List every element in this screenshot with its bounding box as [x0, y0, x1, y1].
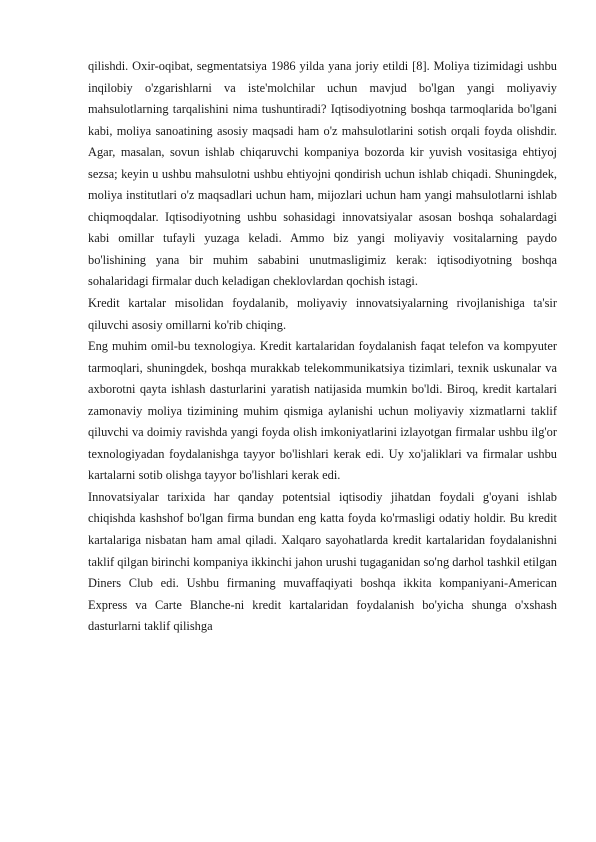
paragraph-1: qilishdi. Oxir-oqibat, segmentatsiya 1986 yilda yana joriy etildi [8]. Moliya tizimidagi ushbu inqilobiy o'zgarishlarni va iste'molchilar uchun mavjud bo'lgan yangi moliyaviy mahsulotlarning tarqalishini nima tushuntiradi? Iqtisodiyotning boshqa tarmoqlarida bo'lgani kabi, moliya sanoatining asosiy maqsadi ham o'z mahsulotlarini sotish orqali foyda olishdir. Agar, masalan, sovun ishlab chiqaruvchi kompaniya bozorda kir yuvish vositasiga ehtiyoj sezsa; keyin u ushbu mahsulotni ushbu ehtiyojni qondirish uchun ishlab chiqadi. Shuningdek, moliya institutlari o'z maqsadlari uchun ham, mijozlari uchun ham yangi mahsulotlarni ishlab chiqmoqdalar. Iqtisodiyotning ushbu sohasidagi innovatsiyalar asosan boshqa sohalardagi kabi omillar tufayli yuzaga keladi. Ammo biz yangi moliyaviy vositalarning paydo bo'lishining yana bir muhim sababini unutmasligimiz kerak: iqtisodiyotning boshqa sohalaridagi firmalar duch keladigan cheklovlardan qochish istagi.: [88, 59, 557, 289]
document-page: [88, 56, 557, 638]
paragraph-2: Kredit kartalar misolidan foydalanib, moliyaviy innovatsiyalarning rivojlanishiga ta'sir qiluvchi asosiy omillarni ko'rib chiqing.: [88, 296, 557, 332]
paragraph-3: Eng muhim omil-bu texnologiya. Kredit kartalaridan foydalanish faqat telefon va kompyuter tarmoqlari, shuningdek, boshqa murakkab telekommunikatsiya tizimlari, texnik uskunalar va axborotni qayta ishlash dasturlarini yaratish natijasida mumkin bo'ldi. Biroq, kredit kartalari zamonaviy moliya tizimining muhim qismiga aylanishi uchun moliyaviy xizmatlarni taklif qiluvchi va doimiy ravishda yangi foyda olish imkoniyatlarini izlayotgan firmalar ushbu ilg'or texnologiyadan foydalanishga tayyor bo'lishlari kerak edi. Uy xo'jaliklari va firmalar ushbu kartalarni sotib olishga tayyor bo'lishlari kerak edi.: [88, 339, 557, 483]
paragraph-4: Innovatsiyalar tarixida har qanday potentsial iqtisodiy jihatdan foydali g'oyani ishlab chiqishda kashshof bo'lgan firma bundan eng katta foyda ko'rmasligi odatiy holdir. Bu kredit kartalariga nisbatan ham amal qiladi. Xalqaro sayohatlarda kredit kartalaridan foydalanishni taklif qilgan birinchi kompaniya ikkinchi jahon urushi tugaganidan so'ng darhol tashkil etilgan Diners Club edi. Ushbu firmaning muvaffaqiyati boshqa ikkita kompaniyani-American Express va Carte Blanche-ni kredit kartalaridan foydalanish bo'yicha shunga o'xshash dasturlarni taklif qilishga: [88, 489, 557, 634]
